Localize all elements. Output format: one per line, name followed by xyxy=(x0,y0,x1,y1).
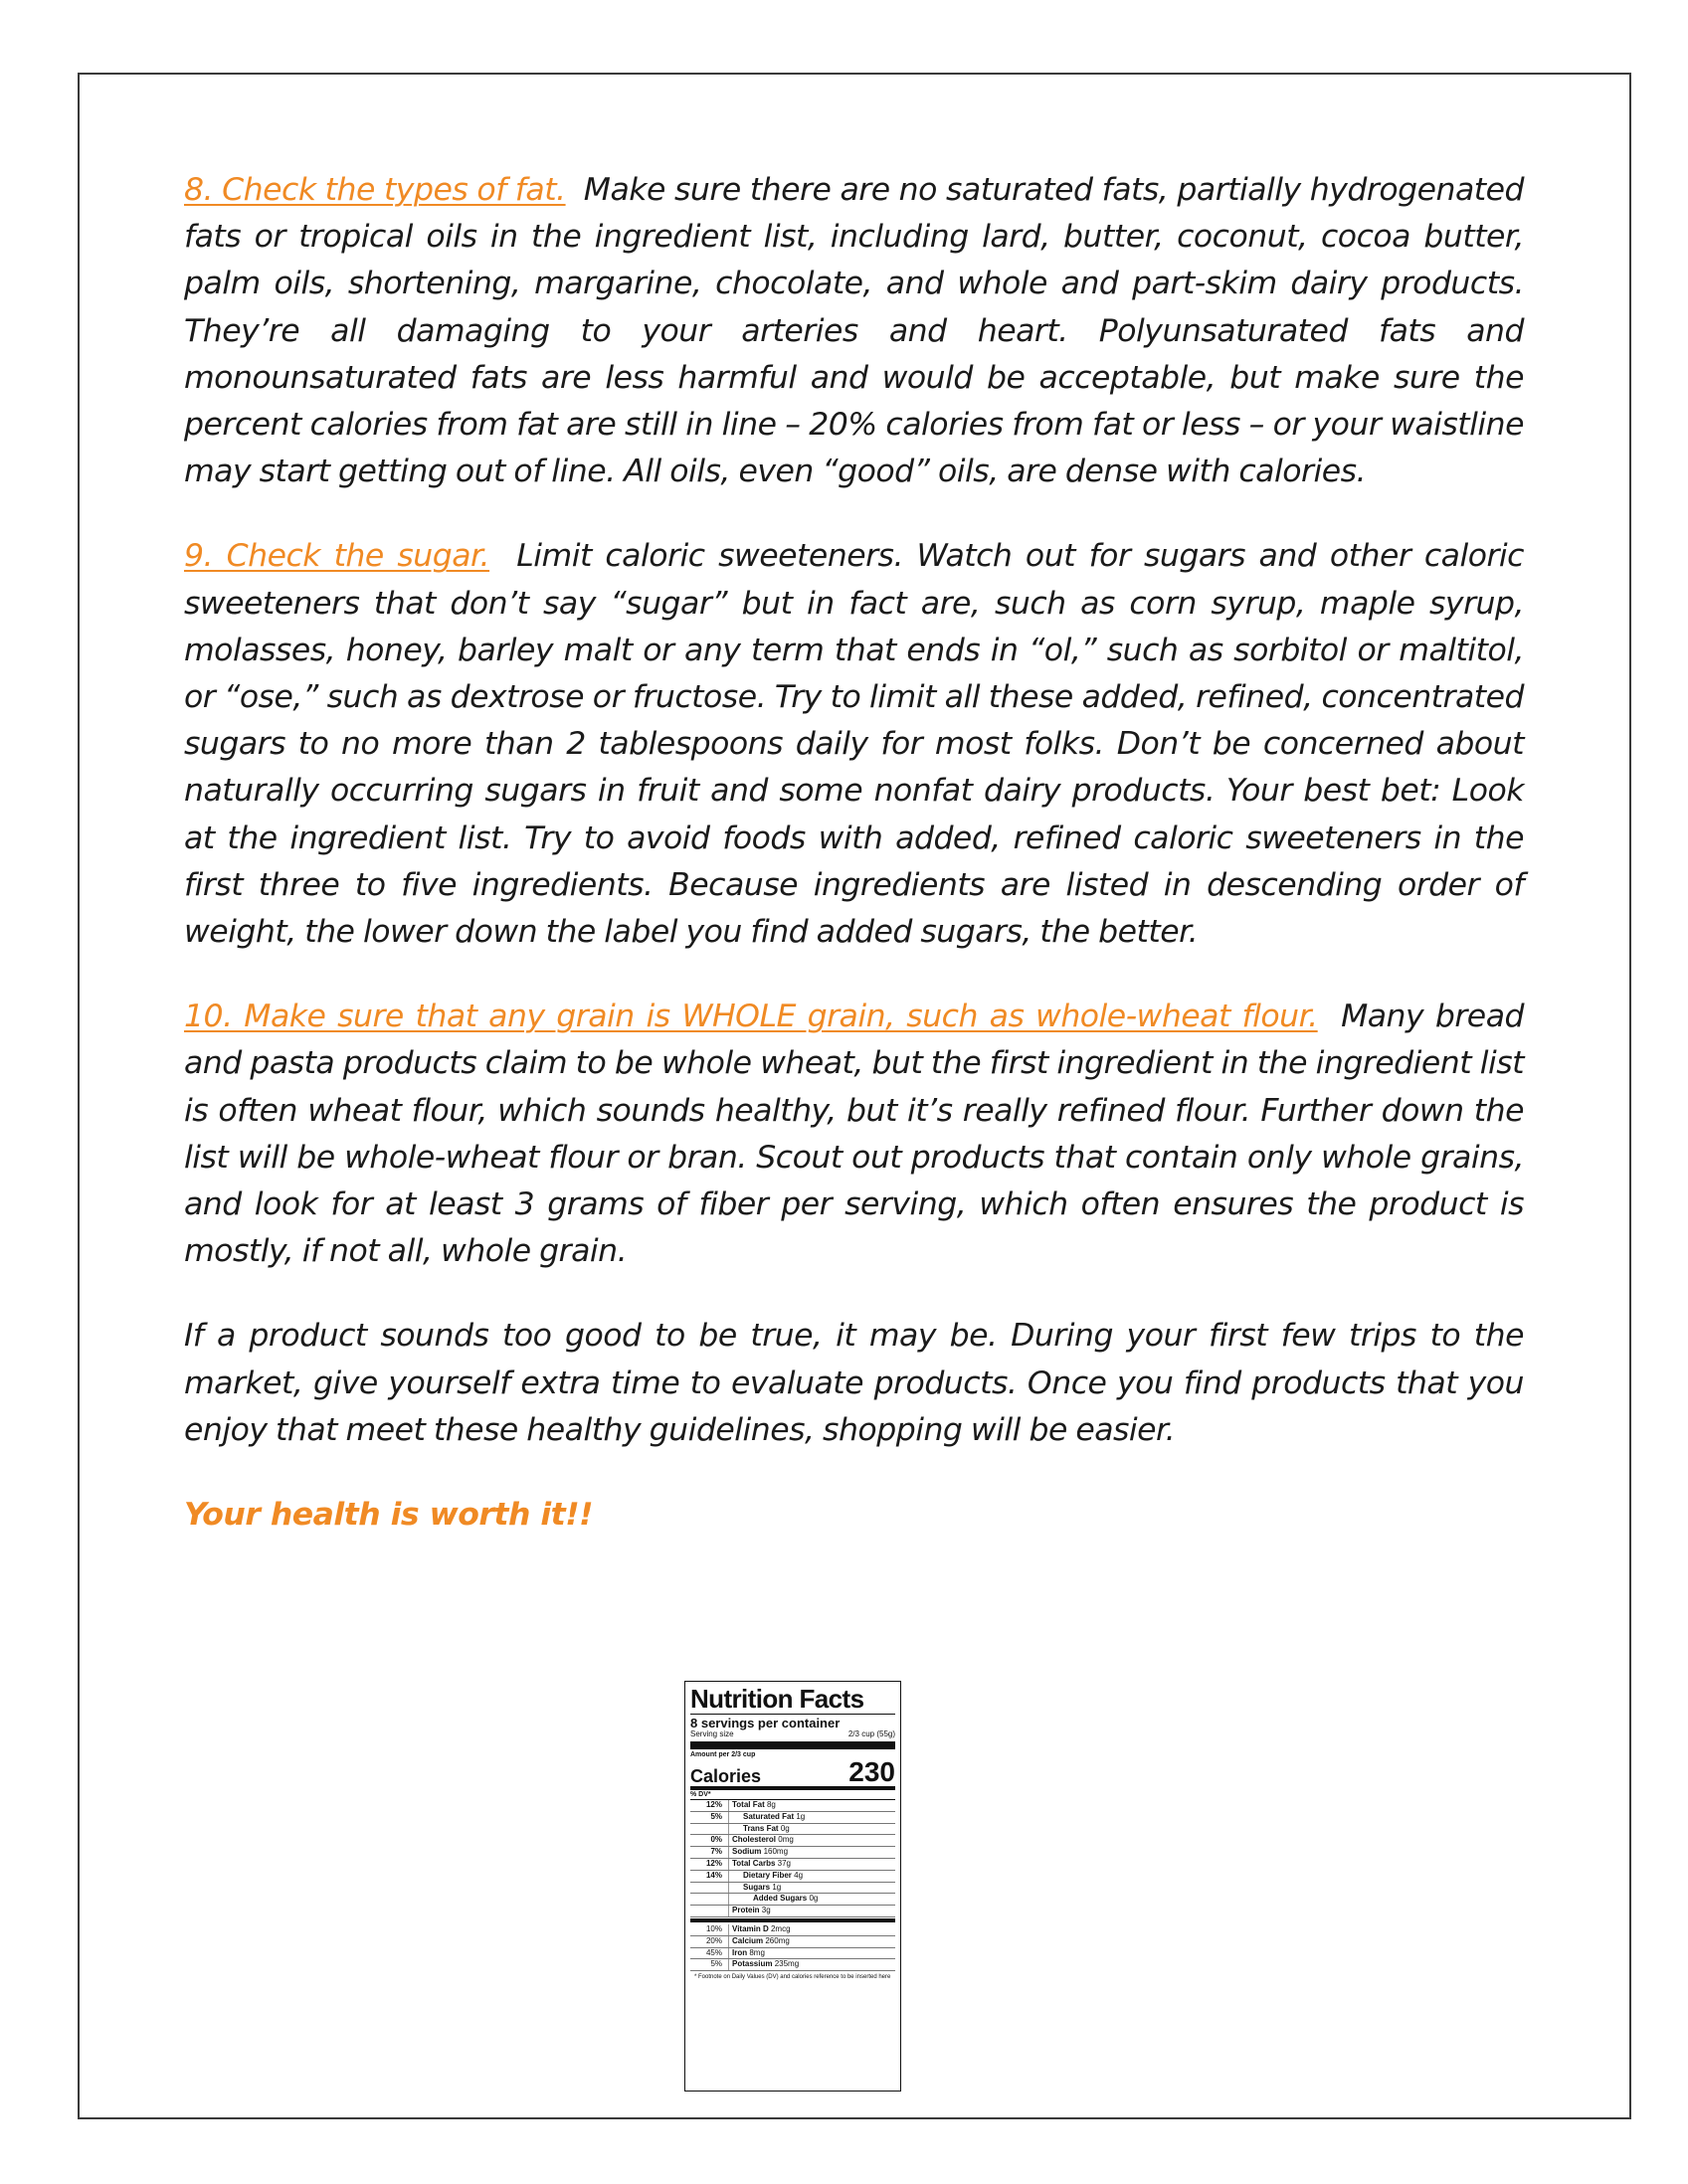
section-text: Make sure there are no saturated fats, partially hydrogenated fats or tropical oils in the ingredient list, including lard, butter, coconut, cocoa butter, palm oils, shortening, margarine, chocolate, and whole and part-skim dairy products. They’re all damaging to your arteries and heart. Polyunsaturated fats and monounsaturated fats are less harmful and would be acceptable, but make sure the percent calories from fat are still in line – 20% calories from fat or less – or your waistline may start getting out of line. All oils, even “good” oils, are dense with calories. xyxy=(184,172,1524,490)
nutrient-label xyxy=(729,1859,791,1870)
nutrient-name: Sugars xyxy=(743,1882,771,1892)
nutrient-name: Vitamin D xyxy=(732,1923,769,1933)
daily-value-percent: 14% xyxy=(690,1871,729,1882)
section-text: Limit caloric sweeteners. Watch out for sugars and other caloric sweeteners that don’t say “sugar” but in fact are, such as corn syrup, maple syrup, molasses, honey, barley malt or any term that ends in “ol,” such as sorbitol or maltitol, or “ose,” such as dextrose or fructose. Try to limit all these added, refined, concentrated sugars to no more than 2 tablespoons daily for most folks. Don’t be concerned about naturally occurring sugars in fruit and some nonfat dairy products. Your best bet: Look at the ingredient list. Try to avoid foods with added, refined caloric sweeteners in the first three to five ingredients. Because ingredients are listed in descending order of weight, the lower down the label you find added sugars, the better. xyxy=(184,538,1525,951)
nutrient-label xyxy=(729,1812,805,1823)
nutrient-name: Total Carbs xyxy=(732,1858,776,1868)
closing-line: Your health is worth it!! xyxy=(184,1497,593,1534)
nutrient-row xyxy=(690,1883,895,1895)
nutrient-label xyxy=(729,1824,790,1835)
nutrient-amount: 8g xyxy=(766,1800,776,1809)
daily-value-header: % DV* xyxy=(690,1790,895,1800)
nutrient-label xyxy=(729,1871,803,1882)
section-heading: 10. Make sure that any grain is WHOLE grain, such as whole-wheat flour. xyxy=(184,999,1318,1035)
nutrient-amount: 235mg xyxy=(774,1959,800,1969)
nutrient-label xyxy=(729,1924,791,1935)
section-heading: 8. Check the types of fat. xyxy=(184,172,566,208)
nutrient-label xyxy=(729,1959,799,1970)
daily-value-percent xyxy=(690,1883,729,1894)
nutrient-row xyxy=(690,1906,895,1917)
daily-value-percent: 5% xyxy=(690,1812,729,1823)
nutrient-label xyxy=(729,1800,776,1811)
section-text: Many bread and pasta products claim to be whole wheat, but the first ingredient in the ingredient list is often wheat flour, which sounds healthy, but it’s really refined flour. Further down the list will be whole-wheat flour or bran. Scout out products that contain only whole grains, and look for at least 3 grams of fiber per serving, which often ensures the product is mostly, if not all, whole grain. xyxy=(184,999,1524,1270)
nutrient-amount: 1g xyxy=(772,1882,782,1892)
nutrient-amount: 4g xyxy=(794,1870,804,1880)
thick-divider xyxy=(690,1741,895,1749)
nutrition-title: Nutrition Facts xyxy=(690,1686,895,1715)
nutrient-name: Cholesterol xyxy=(732,1835,777,1845)
nutrient-amount: 0g xyxy=(809,1894,819,1904)
amount-per-serving: Amount per 2/3 cup xyxy=(690,1751,756,1758)
nutrition-footnote: * Footnote on Daily Values (DV) and calories reference to be inserted here xyxy=(694,1974,891,1981)
serving-size-value: 2/3 cup (55g) xyxy=(847,1729,895,1738)
nutrient-label xyxy=(729,1883,781,1894)
nutrient-amount: 0mg xyxy=(778,1835,794,1845)
nutrient-label xyxy=(729,1894,818,1905)
nutrient-name: Calcium xyxy=(732,1935,764,1945)
nutrient-amount: 37g xyxy=(777,1858,792,1868)
calories-label: Calories xyxy=(690,1766,762,1786)
nutrient-name: Iron xyxy=(732,1947,748,1957)
section-heading: 9. Check the sugar. xyxy=(184,538,490,575)
nutrient-amount: 1g xyxy=(796,1811,806,1821)
nutrient-row xyxy=(690,1924,895,1936)
nutrient-name: Potassium xyxy=(732,1959,773,1969)
daily-value-percent: 10% xyxy=(690,1924,729,1935)
nutrient-row xyxy=(690,1812,895,1824)
nutrient-amount: 160mg xyxy=(763,1847,789,1857)
serving-size-row xyxy=(690,1729,895,1738)
daily-value-percent: 7% xyxy=(690,1847,729,1858)
section-grain xyxy=(184,994,1524,1275)
nutrient-name: Saturated Fat xyxy=(743,1811,795,1821)
nutrient-name: Dietary Fiber xyxy=(743,1870,792,1880)
nutrient-label xyxy=(729,1835,794,1846)
daily-value-percent xyxy=(690,1894,729,1905)
daily-value-percent: 0% xyxy=(690,1835,729,1846)
nutrient-row xyxy=(690,1847,895,1859)
nutrient-row xyxy=(690,1936,895,1948)
thick-divider xyxy=(690,1918,895,1922)
section-fat xyxy=(184,167,1524,495)
daily-value-percent xyxy=(690,1906,729,1916)
nutrient-amount: 0g xyxy=(780,1823,790,1833)
nutrient-row xyxy=(690,1859,895,1871)
nutrient-name: Sodium xyxy=(732,1847,762,1857)
nutrient-label xyxy=(729,1936,790,1947)
document-body xyxy=(184,167,1524,1539)
daily-value-percent: 45% xyxy=(690,1948,729,1959)
nutrient-rows xyxy=(690,1800,895,1917)
nutrient-row xyxy=(690,1894,895,1906)
daily-value-percent xyxy=(690,1824,729,1835)
nutrient-name: Total Fat xyxy=(732,1800,765,1809)
nutrient-row xyxy=(690,1948,895,1960)
nutrient-row xyxy=(690,1835,895,1847)
calories-value: 230 xyxy=(848,1756,895,1787)
section-sugar xyxy=(184,533,1524,956)
nutrient-amount: 2mcg xyxy=(770,1923,791,1933)
daily-value-percent: 12% xyxy=(690,1859,729,1870)
nutrition-facts-label xyxy=(684,1681,901,2092)
nutrient-label xyxy=(729,1906,771,1916)
calories-row xyxy=(690,1756,895,1790)
nutrient-label xyxy=(729,1847,788,1858)
nutrient-name: Trans Fat xyxy=(743,1823,779,1833)
daily-value-percent: 20% xyxy=(690,1936,729,1947)
nutrient-label xyxy=(729,1948,765,1959)
nutrient-amount: 260mg xyxy=(765,1935,790,1945)
nutrient-row xyxy=(690,1824,895,1836)
serving-size-label: Serving size xyxy=(690,1729,734,1738)
nutrient-amount: 8mg xyxy=(749,1947,765,1957)
nutrient-name: Protein xyxy=(732,1906,760,1915)
vitamin-rows xyxy=(690,1924,895,1971)
nutrient-name: Added Sugars xyxy=(753,1894,808,1904)
final-paragraph: If a product sounds too good to be true, it may be. During your first few trips to the market, give yourself extra time to evaluate products. Once you find products that you enjoy that meet these healthy guidelines, shopping will be easier. xyxy=(184,1318,1524,1448)
nutrient-row xyxy=(690,1959,895,1971)
nutrient-row xyxy=(690,1800,895,1812)
daily-value-percent: 12% xyxy=(690,1800,729,1811)
nutrient-row xyxy=(690,1871,895,1883)
nutrient-amount: 3g xyxy=(761,1906,771,1915)
daily-value-percent: 5% xyxy=(690,1959,729,1970)
servings-per-container: 8 servings per container xyxy=(690,1716,841,1730)
